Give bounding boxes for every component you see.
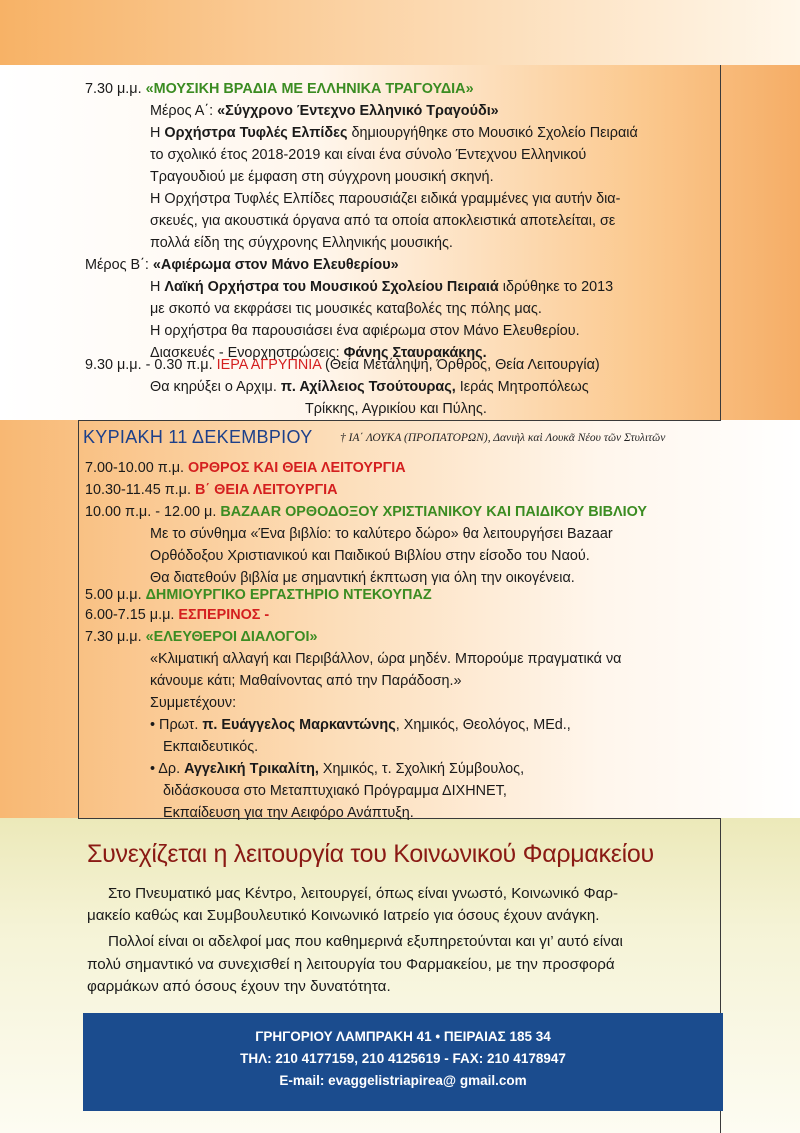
event-text: Ορθόδοξου Χριστιανικού και Παιδικού Βιβλίου στην είσοδο του Ναού. [150, 548, 590, 564]
text-segment: Ιεράς Μητροπόλεως [455, 379, 589, 395]
saint-of-day: † ΙΑ΄ ΛΟΥΚΑ (ΠΡΟΠΑΤΟΡΩΝ), Δανιὴλ καὶ Λουκᾶ Νέου τῶν Στυλιτῶν [340, 432, 666, 444]
email-line[interactable]: E-mail: evaggelistriapirea@ gmail.com [279, 1073, 527, 1088]
text-segment: , Χημικός, Θεολόγος, MEd., [395, 717, 571, 733]
text-segment: Η [150, 125, 165, 141]
event-text: Συμμετέχουν: [150, 695, 237, 711]
event-text: Θα διατεθούν βιβλία με σημαντική έκπτωση για όλη την οικογένεια. [150, 570, 575, 586]
top-right-rule [720, 65, 721, 420]
top-band [0, 0, 800, 65]
text-segment: δημιουργήθηκε στο Μουσικό Σχολείο Πειραιά [347, 125, 638, 141]
preacher-name: π. Αχίλλειος Τσούτουρας, [280, 379, 456, 395]
sunday-top-rule [78, 420, 721, 421]
event-title: «ΕΛΕΥΘΕΡΟΙ ΔΙΑΛΟΓΟΙ» [145, 629, 318, 645]
text-segment: Πρωτ. [159, 717, 203, 733]
event-title: ΕΣΠΕΡΙΝΟΣ - [178, 607, 270, 623]
text-segment: ιδρύθηκε το 2013 [498, 279, 614, 295]
event-text: κάνουμε κάτι; Μαθαίνοντας από την Παράδοση.» [150, 673, 462, 689]
sunday-event [85, 628, 317, 646]
pharmacy-text: μακείο καθώς και Συμβουλευτικό Κοινωνικό Ιατρείο για όσους έχουν ανάγκη. [87, 907, 600, 924]
phone-line: ΤΗΛ: 210 4177159, 210 4125619 - FAX: 210 4178947 [240, 1051, 566, 1066]
bullet-icon: • [150, 717, 156, 733]
participant-text: Εκπαίδευση για την Αειφόρο Ανάπτυξη. [163, 805, 414, 821]
bullet-icon: • [150, 761, 156, 777]
part-a-text: το σχολικό έτος 2018-2019 και είναι ένα σύνολο Έντεχνου Ελληνικού [150, 147, 587, 163]
sunday-event [85, 481, 338, 499]
address-line: ΓΡΗΓΟΡΙΟΥ ΛΑΜΠΡΑΚΗ 41 • ΠΕΙΡΑΙΑΣ 185 34 [255, 1029, 551, 1044]
participant-name: π. Ευάγγελος Μαρκαντώνης [202, 717, 396, 733]
participant-name: Αγγελική Τρικαλίτη, [184, 761, 319, 777]
contact-footer [83, 1013, 723, 1111]
pharmacy-text: Στο Πνευματικό μας Κέντρο, λειτουργεί, όπως είναι γνωστό, Κοινωνικό Φαρ- [108, 885, 619, 902]
participant-text: διδάσκουσα στο Μεταπτυχιακό Πρόγραμμα ΔΙΧΗΝΕΤ, [163, 783, 507, 799]
participant-text: Εκπαιδευτικός. [163, 739, 259, 755]
day-header: ΚΥΡΙΑΚΗ 11 ΔΕΚΕΜΒΡΙΟΥ [83, 427, 313, 447]
event-time-label: 10.00 π.μ. - 12.00 μ. [85, 504, 221, 520]
text-segment: (Θεία Μετάληψη, Όρθρος, Θεία Λειτουργία) [321, 357, 600, 373]
vigil-event [85, 356, 600, 374]
sunday-event [85, 606, 269, 624]
sunday-event [85, 459, 406, 477]
pharmacy-text: πολύ σημαντικό να συνεχισθεί η λειτουργία του Φαρμακείου, με την προσφορά [87, 956, 615, 973]
vigil-text [150, 378, 589, 396]
pharmacy-title: Συνεχίζεται η λειτουργία του Κοινωνικού Φαρμακείου [87, 840, 654, 868]
part-a-heading [150, 102, 499, 120]
event-time-label: 7.30 μ.μ. [85, 629, 146, 645]
part-b-text: Η ορχήστρα θα παρουσιάσει ένα αφιέρωμα στον Μάνο Ελευθερίου. [150, 323, 580, 339]
event-title: ΔΗΜΙΟΥΡΓΙΚΟ ΕΡΓΑΣΤΗΡΙΟ ΝΤΕΚΟΥΠΑΖ [145, 587, 432, 603]
part-a-text: σκευές, για ακουστικά όργανα από τα οποία αποκλειστικά αποτελείται, σε [150, 213, 616, 229]
pharmacy-text: φαρμάκων από όσους έχουν την δυνατότητα. [87, 978, 391, 995]
orchestra-name: Ορχήστρα Τυφλές Ελπίδες [164, 125, 348, 141]
part-a-text [150, 124, 638, 142]
sunday-event [85, 586, 432, 604]
event-title: «ΜΟΥΣΙΚΗ ΒΡΑΔΙΑ ΜΕ ΕΛΛΗΝΙΚΑ ΤΡΑΓΟΥΔΙΑ» [145, 81, 474, 97]
arranger-name: Φάνης Σταυρακάκης. [343, 345, 487, 361]
event-time [85, 80, 474, 98]
part-a-text: Η Ορχήστρα Τυφλές Ελπίδες παρουσιάζει ειδικά γραμμένες για αυτήν δια- [150, 191, 621, 207]
part-b-heading [85, 256, 399, 274]
text-segment: Χημικός, τ. Σχολική Σύμβουλος, [318, 761, 525, 777]
event-time-label: 9.30 μ.μ. - 0.30 π.μ. [85, 357, 217, 373]
event-title: ΙΕΡΑ ΑΓΡΥΠΝΙΑ [216, 357, 322, 373]
participant-item [150, 760, 524, 778]
part-a-text: Τραγουδιού με έμφαση στη σύγχρονη μουσική σκηνή. [150, 169, 494, 185]
event-title: ΟΡΘΡΟΣ ΚΑΙ ΘΕΙΑ ΛΕΙΤΟΥΡΓΙΑ [188, 460, 406, 476]
text-segment: Θα κηρύξει ο Αρχιμ. [150, 379, 281, 395]
vigil-text: Τρίκκης, Αγρικίου και Πύλης. [305, 401, 487, 417]
text-segment: Δρ. [158, 761, 185, 777]
part-b-text [150, 278, 613, 296]
pharmacy-text: Πολλοί είναι οι αδελφοί μας που καθημερινά εξυπηρετούνται και γι’ αυτό είναι [108, 933, 623, 950]
sunday-event [85, 503, 647, 521]
event-time-label: 10.30-11.45 π.μ. [85, 482, 195, 498]
event-text: «Κλιματική αλλαγή και Περιβάλλον, ώρα μηδέν. Μπορούμε πραγματικά να [150, 651, 622, 667]
event-text: Με το σύνθημα «Ένα βιβλίο: το καλύτερο δώρο» θα λειτουργήσει Bazaar [150, 526, 613, 542]
text-segment: Η [150, 279, 165, 295]
part-b-label: Μέρος Β΄: [85, 257, 153, 273]
part-b-title: «Αφιέρωμα στον Μάνο Ελευθερίου» [152, 257, 399, 273]
event-time-label: 7.30 μ.μ. [85, 81, 142, 97]
event-title: BAZAAR ΟΡΘΟΔΟΞΟΥ ΧΡΙΣΤΙΑΝΙΚΟΥ ΚΑΙ ΠΑΙΔΙΚΟΥ ΒΙΒΛΙΟΥ [220, 504, 647, 520]
event-time-label: 5.00 μ.μ. [85, 587, 146, 603]
participant-item [150, 716, 571, 734]
event-title: Β΄ ΘΕΙΑ ΛΕΙΤΟΥΡΓΙΑ [194, 482, 338, 498]
orchestra-name: Λαϊκή Ορχήστρα του Μουσικού Σχολείου Πειραιά [164, 279, 499, 295]
event-time-label: 6.00-7.15 μ.μ. [85, 607, 179, 623]
part-a-label: Μέρος Α΄: [150, 103, 218, 119]
part-b-text: με σκοπό να εκφράσει τις μουσικές καταβολές της πόλης μας. [150, 301, 542, 317]
part-a-title: «Σύγχρονο Έντεχνο Ελληνικό Τραγούδι» [217, 103, 499, 119]
text-segment: Διασκευές - Ενορχηστρώσεις: [150, 345, 344, 361]
sunday-left-rule [78, 420, 79, 818]
event-time-label: 7.00-10.00 π.μ. [85, 460, 189, 476]
part-a-text: πολλά είδη της σύγχρονης Ελληνικής μουσικής. [150, 235, 453, 251]
